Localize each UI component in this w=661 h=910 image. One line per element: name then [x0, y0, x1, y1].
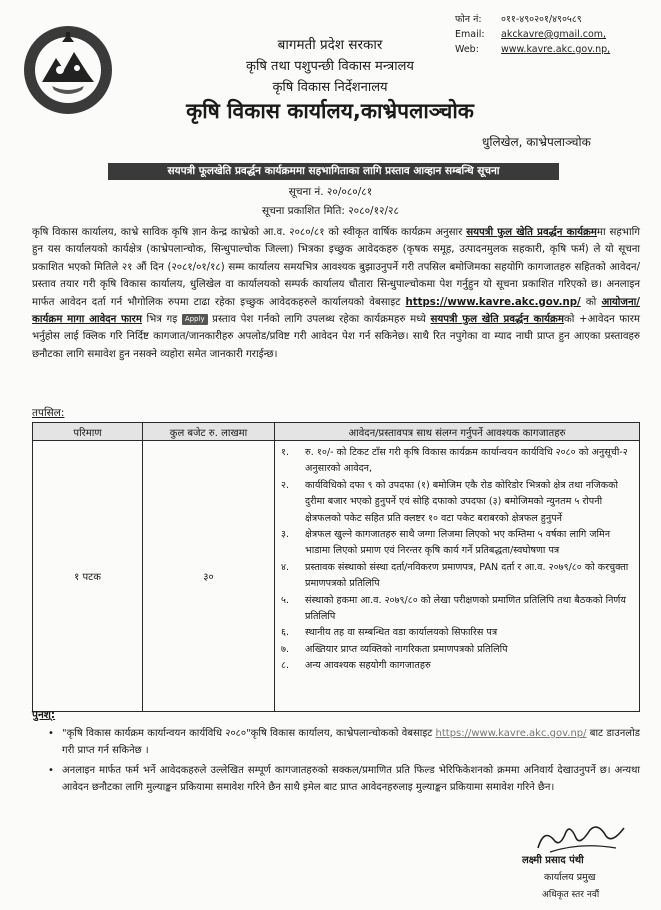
document-text: प्रस्तावक संस्थाको संस्था दर्ता/नविकरण प्रमाणपत्र, PAN दर्ता र आ.व. २०७९/८० को करचुक्ता प्रमाणपत्रको प्रतिलिपि [305, 561, 629, 590]
publication-date: सूचना प्रकाशित मिति: २०८०/१२/२८ [262, 205, 399, 217]
document-number: ५. [281, 594, 290, 606]
document-item [281, 445, 633, 478]
quantity-cell: १ पटक [33, 441, 143, 712]
phone-row [455, 12, 610, 27]
ministry-name: कृषि तथा पशुपन्छी विकास मन्त्रालय [246, 59, 414, 74]
table-header-row [33, 423, 640, 441]
body-text-4: भित्र गइ [141, 314, 182, 326]
bullet-icon: • [48, 765, 54, 776]
note-label: पुनश्: [32, 709, 56, 721]
office-location: धुलिखेल, काभ्रेपलाञ्चोक [482, 135, 591, 149]
document-text: अन्य आवश्यक सहयोगी कागजातहरु [305, 660, 431, 672]
document-number: २. [281, 479, 290, 491]
program-name-2: सयपत्री फुल खेति प्रवर्द्धन कार्यक्रम [430, 314, 564, 326]
document-item [281, 642, 633, 658]
email-label: Email: [455, 29, 485, 40]
directorate-name: कृषि विकास निर्देशनालय [272, 80, 388, 95]
web-link[interactable]: www.kavre.akc.gov.np, [501, 44, 611, 55]
document-number: ८. [281, 660, 290, 672]
document-item [281, 658, 633, 674]
signatory-title: कार्यालय प्रमुख [544, 872, 596, 883]
office-name: कृषि विकास कार्यालय,काभ्रेपलाञ्चोक [186, 99, 474, 123]
document-text: क्षेत्रफल खुल्ने कागजातहरु साथै जग्गा लिजमा लिएको भए कम्तिमा ५ वर्षका लागि जमिन भाडामा लिएको प्रमाण एवं निरन्तर कृषि कार्य गर्ने प्रतिबद्धता/स्वघोषणा पत्र [305, 529, 611, 557]
document-text: अख्तियार प्राप्त व्यक्तिको नागरिकता प्रमाणपत्रको प्रतिलिपि [305, 643, 508, 655]
note-2-text: अनलाइन मार्फत फर्म भर्ने आवेदकहरुले उल्लेखित सम्पूर्ण कागजातहरुको सक्कल/प्रमाणित प्रति फिल्ड भेरिफिकेशनको क्रममा अनिवार्य देखाउनुपर्ने छ। अन्यथा आवेदन छनौटका लागि मुल्याङ्कन प्रकियामा समावेश गरिने छैन साथै इमेल बाट प्राप्त आवेदनहरुलाइ मुल्याङ्कन प्रकियामा समावेश गरिने छैन। [62, 765, 640, 793]
notes-list [48, 726, 640, 800]
web-label: Web: [455, 44, 479, 55]
list-item [48, 726, 640, 759]
body-text-6: को +आवेदन फारम भर्नुहोस लाई क्लिक गरि निर्दिष्ट कागजात/जानकारीहरु अपलोड/प्रविष्ट गरी आवेदन पेश गर्न सकिनेछ। साथै रित नपुगेका वा म्याद नाघी प्राप्त हुन आएका प्रस्तावहरु छनौटका लागि समावेश हुन नसक्ने व्यहोरा समेत जानकारी गराईन्छ। [32, 314, 640, 360]
signatory-rank: अधिकृत स्तर नवौं [542, 890, 600, 900]
notice-number: सूचना नं. २०/०८०/८१ [288, 186, 373, 198]
note-1-text-a: "कृषि विकास कार्यक्रम कार्यान्वयन कार्यविधि २०८०"कृषि विकास कार्यालय, काभ्रेपलान्चोकको वेबसाइट [62, 728, 436, 739]
document-item [281, 625, 633, 641]
body-text-2: मा सहभागि हुन यस कार्यालयको कार्यक्षेत्र (काभ्रेपलान्चोक, सिन्धुपाल्चोक जिल्ला) भित्रका इच्छुक आवेदकहरु (कृषक समूह, उत्पादनमुलक सहकारी, कृषि फर्म) ले यो सूचना प्रकाशित भएको मितिले २१ औं दिन (२०८१/०१/१८) सम्म कार्यालय समयभित्र आवश्यक बुझाउनुपर्ने गरी तपसिल बमोजिमका सहयोगि कागजातहरु सहितको आवेदन/प्रस्ताव तयार गरी कृषि विकास कार्यालय, धुलिखेल वा कार्यालयको सम्पर्क कार्यालय चौतारा सिन्धुपाल्चोकमा पेश गर्नुहुन यो सूचना प्रकाशित गरिएको छ। अनलाइन मार्फत आवेदन दर्ता गर्न भौगोलिक रुपमा टाढा रहेका इच्छुक आवेदकहरुले कार्यालयको वेबसाइट [32, 227, 641, 308]
document-text: संस्थाको हकमा आ.व. २०७९/८० को लेखा परीक्षणको प्रमाणित प्रतिलिपि तथा बैठकको निर्णय प्रतिलिपि [305, 594, 626, 623]
program-name: सयपत्री फुल खेति प्रवर्द्धन कार्यक्रम [466, 227, 597, 238]
document-number: १. [281, 447, 290, 458]
signatory-name: लक्ष्मी प्रसाद पंथी [522, 855, 584, 866]
document-text: स्थानीय तह वा सम्बन्धित वडा कार्यालयको सिफारिस पत्र [305, 627, 498, 639]
nepal-government-emblem [22, 24, 114, 116]
body-text-3: को [580, 296, 602, 308]
email-link[interactable]: akckavre@gmail.com, [501, 29, 607, 40]
header-documents: आवेदन/प्रस्तावपत्र साथ संलग्न गर्नुपर्ने आवश्यक कागजातहरु [275, 423, 640, 441]
budget-cell: ३० [143, 441, 275, 712]
document-item [281, 560, 633, 593]
notice-title-banner: सयपत्री फूलखेति प्रवर्द्धन कार्यक्रममा सहभागिताका लागि प्रस्ताव आव्हान सम्बन्धि सूचना [108, 163, 559, 180]
schedule-label: तपसिल: [32, 407, 65, 419]
province-name: बागमती प्रदेश सरकार [277, 37, 383, 53]
document-number: ६. [281, 627, 290, 639]
document-number: ४. [281, 561, 290, 573]
bullet-icon: • [48, 728, 54, 739]
header-quantity: परिमाण [33, 423, 143, 441]
documents-cell [275, 441, 640, 712]
document-text: रु. १०/- को टिकट टाँस गरी कृषि विकास कार्यक्रम कार्यान्वयन कार्यविधि २०८० को अनुसूची-२ अनुसारको आवेदन, [305, 447, 628, 475]
note-1-text-b: बाट डाउनलोड गरी प्राप्त गर्न सकिनेछ । [62, 728, 641, 756]
document-item [281, 593, 633, 626]
document-text: कार्यविधिको दफा ९ को उपदफा (१) बमोजिम एकै रोड कोरिडोर भित्रको क्षेत्र तथा नजिकको दुरीमा बजार भएको हुनुपर्ने एवं सोहि दफाको उपदफा (३) बमोजिमको न्युनतम ५ रोपनी क्षेत्रफलको पकेट सहित प्रति क्लष्टर १० वटा पकेट बराबरको क्षेत्रफल हुनुपर्ने [305, 479, 618, 524]
notice-body [32, 224, 640, 363]
note-website-link[interactable]: https://www.kavre.akc.gov.np/ [435, 728, 587, 739]
application-form-link[interactable]: आयोजना/कार्यक्रम मागा आवेदन फारम [32, 296, 640, 326]
phone-label: फोन नं: [455, 14, 482, 25]
table-row [33, 441, 640, 712]
document-item [281, 527, 633, 560]
requirements-table [32, 422, 640, 712]
document-number: ३. [281, 529, 290, 541]
document-item [281, 478, 633, 527]
apply-button-image: Apply [182, 314, 208, 325]
header-budget: कुल बजेट रु. लाखमा [143, 423, 275, 441]
phone-number: ०११-४९०२०१/४९०५८९ [501, 14, 582, 25]
body-text-5: प्रस्ताव पेश गर्नको लागि उपलब्ध रहेका कार्यक्रमहरु मध्ये [207, 314, 431, 326]
document-number: ७. [281, 643, 290, 655]
list-item [48, 763, 640, 796]
website-link[interactable]: https://www.kavre.akc.gov.np/ [405, 296, 581, 308]
body-text-1: कृषि विकास कार्यालय, काभ्रे साविक कृषि ज्ञान केन्द्र काभ्रेको आ.व. २०८०/८१ को स्वीकृत वार्षिक कार्यक्रम अनुसार [32, 227, 467, 238]
